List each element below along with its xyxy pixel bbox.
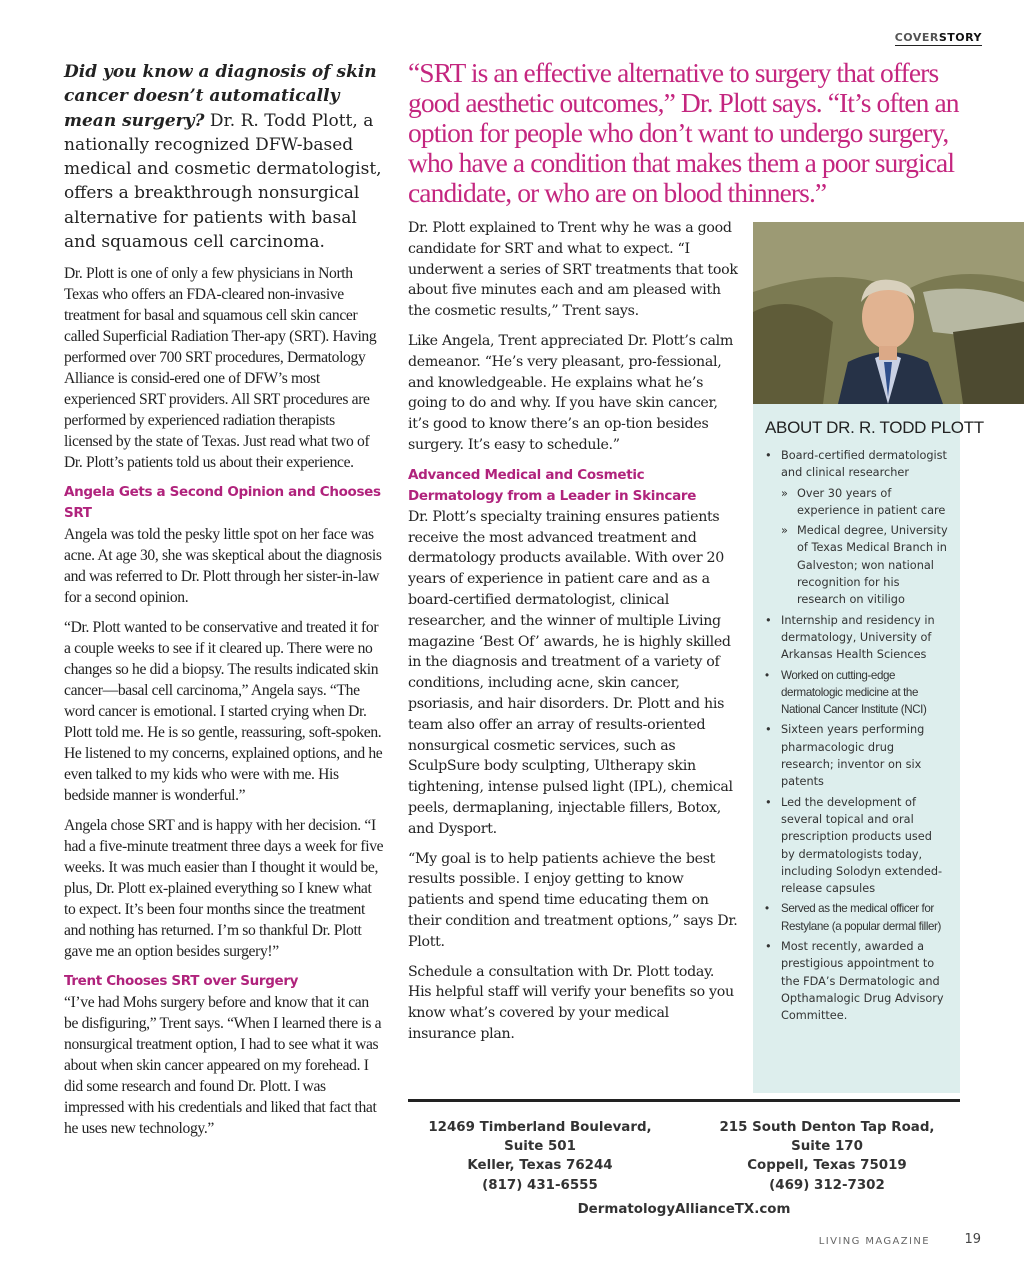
phone-number: (817) 431-6555 bbox=[482, 1177, 598, 1193]
bullet-icon: • bbox=[765, 668, 769, 682]
intro-lead: Did you know a diagnosis of skin cancer doesn’t automatically mean surgery? bbox=[64, 62, 377, 131]
list-item: » Over 30 years of experience in patient care bbox=[781, 486, 946, 517]
paragraph: Schedule a consultation with Dr. Plott today. His helpful staff will verify your benefits so you know what’s covered by your medical insurance plan. bbox=[408, 963, 734, 1042]
list-item: • Board-certified dermatologist and clinical researcher bbox=[765, 449, 947, 480]
bullet-icon: • bbox=[765, 795, 772, 809]
list-item: • Internship and residency in dermatology, University of Arkansas Health Sciences bbox=[765, 613, 935, 662]
paragraph: Dr. Plott is one of only a few physicians in North Texas who offers an FDA-cleared non-invasive treatment for basal and squamous cell skin cancer called Superficial Radiation Ther-apy (SRT). Having performed over 700 SRT procedures, Dermatology Alliance is consid-ered one of DFW’s most experienced SRT providers. All SRT procedures are performed by experienced radiation therapists licensed by the state of Texas. Just read what two of Dr. Plott’s patients told us about their experience. bbox=[64, 265, 377, 472]
divider bbox=[408, 1099, 960, 1102]
bullet-icon: • bbox=[765, 449, 772, 462]
about-list bbox=[765, 447, 948, 1025]
address-line: 215 South Denton Tap Road, bbox=[719, 1120, 935, 1135]
bullet-icon: • bbox=[765, 902, 769, 916]
pull-quote: “SRT is an effective alternative to surgery that offers good aesthetic outcomes,” Dr. Plott says. “It’s often an option for people who don’t want to undergo surgery, who have a condition that makes them a poor surgical candidate, or who are on blood thinners.” bbox=[408, 57, 959, 208]
list-item: • Most recently, awarded a prestigious appointment to the FDA’s Dermatologic and Opthamalogic Drug Advisory Committee. bbox=[765, 940, 944, 1023]
bullet-icon: • bbox=[765, 940, 772, 954]
list-item: • Led the development of several topical and oral prescription products used by dermatologists today, including Solodyn extended-release capsules bbox=[765, 795, 943, 896]
address-line: Keller, Texas 76244 bbox=[467, 1158, 613, 1174]
paragraph: Angela was told the pesky little spot on her face was acne. At age 30, she was skeptical about the diagnosis and was referred to Dr. Plott through her sister-in-law for a second opinion. bbox=[64, 526, 382, 607]
paragraph: “I’ve had Mohs surgery before and know that it can be disfiguring,” Trent says. “When I learned there is a nonsurgical treatment option, I had to see what it was about when skin cancer appeared on my forehead. I did some research and found Dr. Plott. I was impressed with his credentials and liked that fact that he uses new technology.” bbox=[64, 994, 382, 1138]
section-label bbox=[895, 31, 982, 46]
list-item: • Worked on cutting-edge dermatologic medicine at the National Cancer Institute (NCI) bbox=[765, 668, 927, 717]
column-left bbox=[64, 60, 386, 1148]
address-line: Suite 170 bbox=[791, 1139, 863, 1155]
paragraph: “My goal is to help patients achieve the best results possible. I enjoy getting to know patients and spend time educating them on their condition and treatment options,” says Dr. Plott. bbox=[408, 850, 738, 950]
left-body bbox=[64, 263, 386, 1139]
about-sidebar bbox=[753, 404, 984, 1093]
list-item: • Sixteen years performing pharmacologic drug research; inventor on six patents bbox=[765, 723, 925, 789]
paragraph: Dr. Plott’s specialty training ensures patients receive the most advanced treatment and dermatology products available. With over 20 years of experience in patient care and as a board-certified dermatologist, clinical researcher, and the winner of multiple Living magazine ‘Best Of’ awards, he is highly skilled in the diagnosis and treatment of a variety of conditions, including acne, skin cancer, psoriasis, and hair disorders. Dr. Plott and his team also offer an array of results-oriented nonsurgical cosmetic services, such as SculpSure body sculpting, Ultherapy skin tightening, intense pulsed light (IPL), chemical peels, dermaplaning, injectable fillers, Botox, and Dysport. bbox=[408, 508, 733, 837]
about-title: ABOUT DR. R. TODD PLOTT bbox=[765, 418, 984, 437]
bullet-icon: • bbox=[765, 723, 772, 737]
paragraph: Like Angela, Trent appreciated Dr. Plott’s calm demeanor. “He’s very pleasant, pro-fessional, and knowledgeable. He explains what he’s going to do and why. If you have skin cancer, it’s good to know there’s an op-tion besides surgery. It’s easy to schedule.” bbox=[408, 332, 733, 453]
chevron-bullet-icon: » bbox=[781, 486, 788, 500]
list-item: • Served as the medical officer for Restylane (a popular dermal filler) bbox=[765, 902, 941, 933]
paragraph: Angela chose SRT and is happy with her decision. “I had a five-minute treatment three days a week for five weeks. It was much easier than I thought it would be, plus, Dr. Plott ex-plained everything so I knew what to expect. It’s been four months since the treatment and nothing has returned. I’m so thankful Dr. Plott gave me an option besides surgery!” bbox=[64, 817, 384, 961]
address-line: 12469 Timberland Boulevard, bbox=[428, 1120, 652, 1135]
list-item: » Medical degree, University of Texas Medical Branch in Galveston; won national recognition for his research on vitiligo bbox=[781, 524, 948, 607]
subhead-advanced: Advanced Medical and Cosmetic Dermatology from a Leader in Skincare bbox=[408, 466, 697, 504]
address-coppell bbox=[697, 1118, 957, 1195]
website-link[interactable]: DermatologyAllianceTX.com bbox=[577, 1202, 791, 1217]
paragraph: “Dr. Plott wanted to be conservative and treated it for a couple weeks to see if it cleared up. There were no changes so he did a biopsy. The results indicated skin cancer—basal cell carcinoma,” Angela says. “The word cancer is emotional. I started crying when Dr. Plott told me. He is so gentle, reassuring, soft-spoken. He listened to my concerns, explained options, and he even talked to my kids who were with me. His bedside manner is wonderful.” bbox=[64, 619, 383, 805]
doctor-portrait-illustration bbox=[753, 222, 1024, 404]
doctor-photo bbox=[753, 222, 1024, 404]
subhead-trent: Trent Chooses SRT over Surgery bbox=[64, 973, 299, 990]
paragraph: Dr. Plott explained to Trent why he was a good candidate for SRT and what to expect. “I underwent a series of SRT treatments that took about five minutes each and am pleased with the cosmetic results,” Trent says. bbox=[408, 220, 738, 320]
intro-text: Dr. R. Todd Plott, a nationally recognized DFW-based medical and cosmetic dermatologist, offers a breakthrough nonsurgical alternative for patients with basal and squamous cell carcinoma. bbox=[64, 110, 382, 253]
phone-number: (469) 312-7302 bbox=[769, 1177, 885, 1193]
address-keller bbox=[410, 1118, 670, 1195]
middle-body bbox=[408, 218, 738, 1045]
intro-paragraph bbox=[64, 60, 386, 254]
address-line: Suite 501 bbox=[504, 1139, 576, 1155]
magazine-name: LIVING MAGAZINE bbox=[818, 1236, 930, 1247]
chevron-bullet-icon: » bbox=[781, 524, 788, 538]
column-middle bbox=[408, 218, 738, 1054]
section-label-story: STORY bbox=[938, 31, 982, 44]
page-number: 19 bbox=[964, 1232, 981, 1247]
section-label-cover: COVER bbox=[894, 31, 939, 44]
address-line: Coppell, Texas 75019 bbox=[747, 1158, 907, 1174]
bullet-icon: • bbox=[765, 613, 772, 627]
subhead-angela: Angela Gets a Second Opinion and Chooses SRT bbox=[64, 484, 381, 522]
